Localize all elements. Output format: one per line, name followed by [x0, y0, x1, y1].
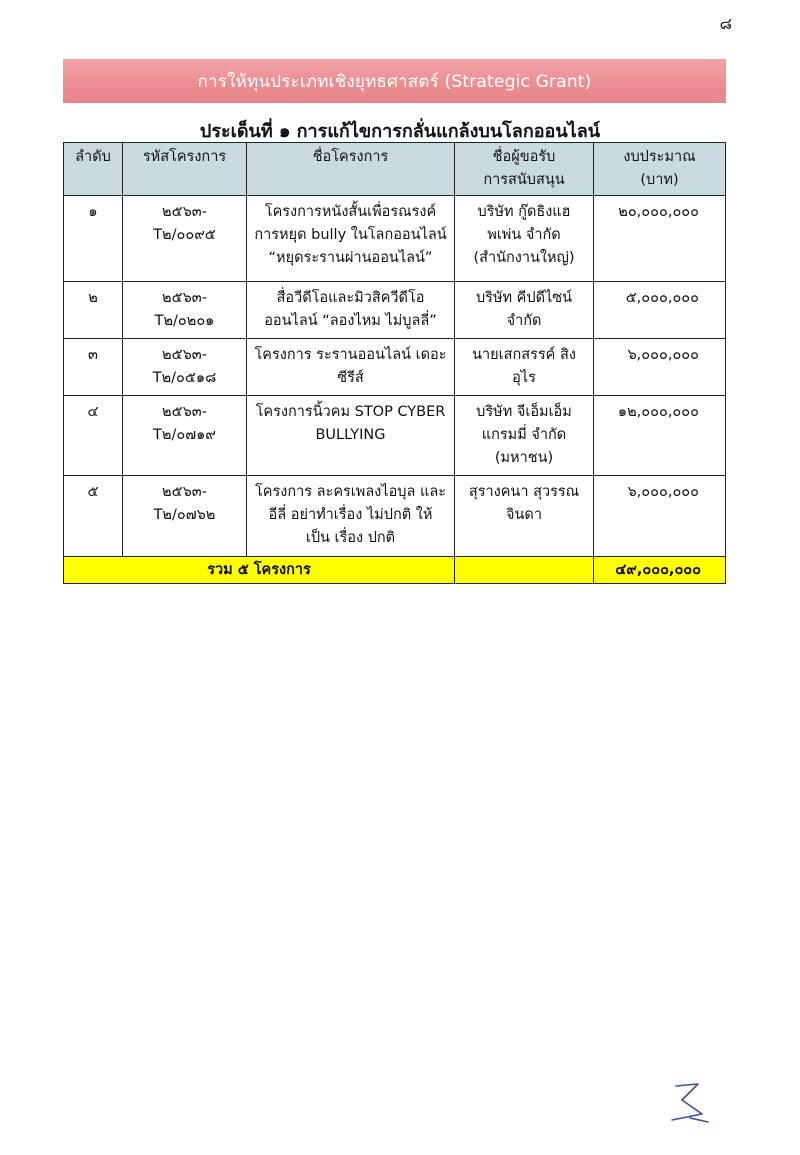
- total-amount: ๔๙,๐๐๐,๐๐๐: [594, 557, 726, 584]
- row-name-line: โครงการนิ้วคม STOP CYBER: [255, 404, 446, 420]
- table-header-row: [64, 143, 726, 196]
- row-code-line: T๒/๐๐๙๕: [153, 227, 216, 243]
- row-project-name: [247, 396, 455, 476]
- row-applicant-line: อุไร: [512, 370, 536, 386]
- row-no: ๓: [64, 339, 123, 396]
- row-code: [123, 396, 247, 476]
- total-empty-cell: [455, 557, 594, 584]
- header-applicant: [455, 143, 594, 196]
- banner-title: การให้ทุนประเภทเชิงยุทธศาสตร์ (Strategic Grant): [197, 71, 592, 92]
- row-applicant-line: (มหาชน): [494, 450, 554, 466]
- row-applicant: [455, 196, 594, 282]
- row-budget: ๖,๐๐๐,๐๐๐: [594, 476, 726, 557]
- table-row: [64, 339, 726, 396]
- row-name-line: เป็น เรื่อง ปกติ: [305, 530, 396, 546]
- row-applicant-line: บริษัท คีปดีไซน์: [475, 290, 573, 306]
- row-project-name: [247, 339, 455, 396]
- row-applicant-line: พเพ่น จำกัด: [487, 227, 561, 243]
- header-code: รหัสโครงการ: [123, 143, 247, 196]
- header-name: ชื่อโครงการ: [247, 143, 455, 196]
- row-applicant-line: (สำนักงานใหญ่): [473, 250, 575, 266]
- row-applicant: [455, 339, 594, 396]
- table-row: [64, 476, 726, 557]
- row-name-line: โครงการ ระรานออนไลน์ เดอะ: [254, 347, 447, 363]
- row-no: ๕: [64, 476, 123, 557]
- table-row: [64, 282, 726, 339]
- total-label: รวม ๕ โครงการ: [64, 557, 455, 584]
- row-name-line: สื่อวีดีโอและมิวสิควีดีโอ: [276, 290, 425, 306]
- row-code-line: T๒/๐๕๑๘: [152, 370, 217, 386]
- row-project-name: [247, 476, 455, 557]
- row-code: [123, 196, 247, 282]
- header-no: ลำดับ: [64, 143, 123, 196]
- row-code-line: ๒๕๖๓-: [162, 204, 207, 220]
- row-budget: ๒๐,๐๐๐,๐๐๐: [594, 196, 726, 282]
- row-budget: ๑๒,๐๐๐,๐๐๐: [594, 396, 726, 476]
- section-heading: ประเด็นที่ ๑ การแก้ไขการกลั่นแกล้งบนโลกออนไลน์: [199, 121, 601, 142]
- header-budget-line2: (บาท): [640, 172, 679, 188]
- page-number: ๘: [719, 14, 732, 33]
- row-applicant-line: จำกัด: [506, 313, 542, 329]
- row-code-line: ๒๕๖๓-: [162, 347, 207, 363]
- row-applicant-line: สุรางคนา สุวรรณ: [468, 484, 580, 500]
- row-code-line: ๒๕๖๓-: [162, 484, 207, 500]
- row-no: ๒: [64, 282, 123, 339]
- row-applicant-line: นายเสกสรรค์ สิง: [472, 347, 576, 363]
- strategic-grant-banner: [63, 59, 726, 103]
- row-code-line: T๒/๐๗๖๒: [153, 507, 216, 523]
- row-applicant: [455, 282, 594, 339]
- row-project-name: [247, 196, 455, 282]
- row-code-line: ๒๕๖๓-: [162, 290, 207, 306]
- row-name-line: โครงการหนังสั้นเพื่อรณรงค์: [264, 204, 437, 220]
- row-budget: ๖,๐๐๐,๐๐๐: [594, 339, 726, 396]
- row-project-name: [247, 282, 455, 339]
- row-code-line: T๒/๐๒๐๑: [154, 313, 215, 329]
- row-applicant-line: บริษัท จีเอ็มเอ็ม: [476, 404, 572, 420]
- row-no: ๑: [64, 196, 123, 282]
- header-applicant-line1: ชื่อผู้ขอรับ: [492, 149, 556, 165]
- signature-mark: [668, 1080, 712, 1126]
- row-name-line: อีลี่ อย่าทำเรื่อง ไม่ปกติ ให้: [268, 507, 433, 523]
- row-applicant-line: แกรมมี่ จำกัด: [481, 427, 567, 443]
- row-applicant: [455, 396, 594, 476]
- row-name-line: BULLYING: [315, 427, 386, 443]
- header-budget: [594, 143, 726, 196]
- row-name-line: ซีรีส์: [337, 370, 364, 386]
- row-applicant-line: บริษัท กู๊ดธิงแฮ: [477, 204, 571, 220]
- row-no: ๔: [64, 396, 123, 476]
- row-applicant: [455, 476, 594, 557]
- header-budget-line1: งบประมาณ: [623, 149, 696, 165]
- row-name-line: โครงการ ละครเพลงไอบุล และ: [254, 484, 447, 500]
- total-row: [64, 557, 726, 584]
- table-row: [64, 396, 726, 476]
- row-code: [123, 476, 247, 557]
- row-code-line: T๒/๐๗๑๙: [153, 427, 216, 443]
- header-applicant-line2: การสนับสนุน: [483, 172, 565, 188]
- row-name-line: ออนไลน์ “ลองไหม ไม่บูลลี่”: [264, 313, 437, 329]
- projects-table: [63, 142, 726, 584]
- row-code-line: ๒๕๖๓-: [162, 404, 207, 420]
- row-name-line: “หยุดระรานผ่านออนไลน์”: [268, 250, 433, 266]
- table-row: [64, 196, 726, 282]
- row-code: [123, 339, 247, 396]
- row-budget: ๕,๐๐๐,๐๐๐: [594, 282, 726, 339]
- row-code: [123, 282, 247, 339]
- row-name-line: การหยุด bully ในโลกออนไลน์: [254, 227, 447, 243]
- row-applicant-line: จินดา: [506, 507, 542, 523]
